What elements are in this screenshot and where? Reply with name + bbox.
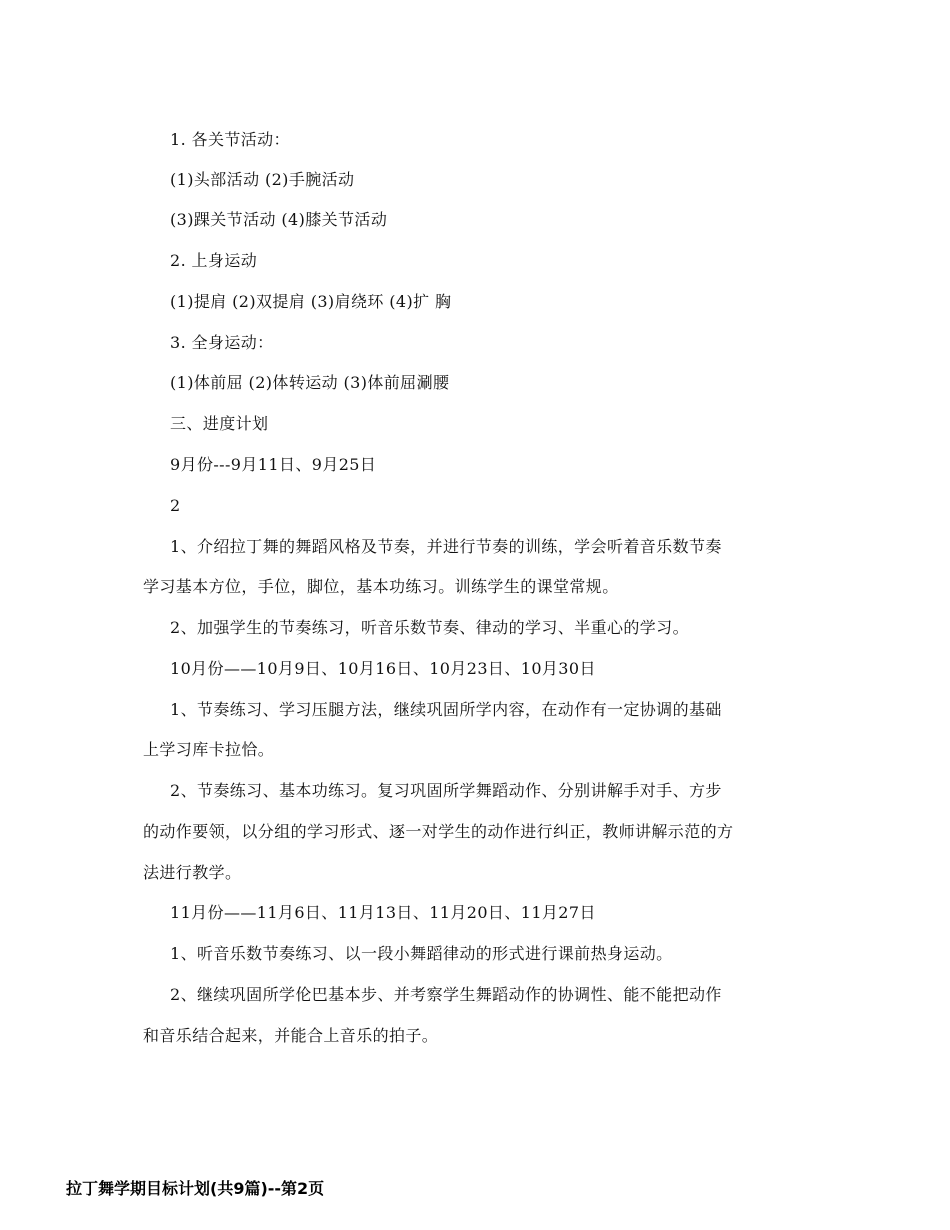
text-line: 1、听音乐数节奏练习、以一段小舞蹈律动的形式进行课前热身运动。 [170,944,673,963]
text-line: 1. 各关节活动： [170,130,290,149]
page-footer: 拉丁舞学期目标计划(共9篇)--第2页 [66,1179,325,1198]
text-line: 2. 上身运动 [170,251,258,270]
text-line: 的动作要领，以分组的学习形式、逐一对学生的动作进行纠正，教师讲解示范的方 [143,822,734,841]
text-line: 2、继续巩固所学伦巴基本步、并考察学生舞蹈动作的协调性、能不能把动作 [170,985,722,1004]
text-line: (1)提肩 (2)双提肩 (3)肩绕环 (4)扩 胸 [170,292,452,311]
text-line: 9月份---9月11日、9月25日 [170,455,377,474]
text-line: 10月份——10月9日、10月16日、10月23日、10月30日 [170,659,596,678]
text-line: (1)头部活动 (2)手腕活动 [170,170,355,189]
text-line: 上学习库卡拉恰。 [143,740,275,759]
section-heading: 三、进度计划 [170,414,269,433]
text-line: 1、介绍拉丁舞的舞蹈风格及节奏，并进行节奏的训练，学会听着音乐数节奏 [170,537,722,556]
text-line: 1、节奏练习、学习压腿方法，继续巩固所学内容，在动作有一定协调的基础 [170,700,722,719]
text-line: 2 [170,496,181,515]
text-line: (3)踝关节活动 (4)膝关节活动 [170,210,388,229]
text-line: 法进行教学。 [143,863,242,882]
text-line: 3. 全身运动： [170,333,274,352]
text-line: 和音乐结合起来，并能合上音乐的拍子。 [143,1026,439,1045]
text-line: (1)体前屈 (2)体转运动 (3)体前屈涮腰 [170,373,450,392]
text-line: 2、节奏练习、基本功练习。复习巩固所学舞蹈动作、分别讲解手对手、方步 [170,781,722,800]
text-line: 学习基本方位，手位，脚位，基本功练习。训练学生的课堂常规。 [143,577,619,596]
text-line: 11月份——11月6日、11月13日、11月20日、11月27日 [170,903,596,922]
text-line: 2、加强学生的节奏练习，听音乐数节奏、律动的学习、半重心的学习。 [170,618,689,637]
